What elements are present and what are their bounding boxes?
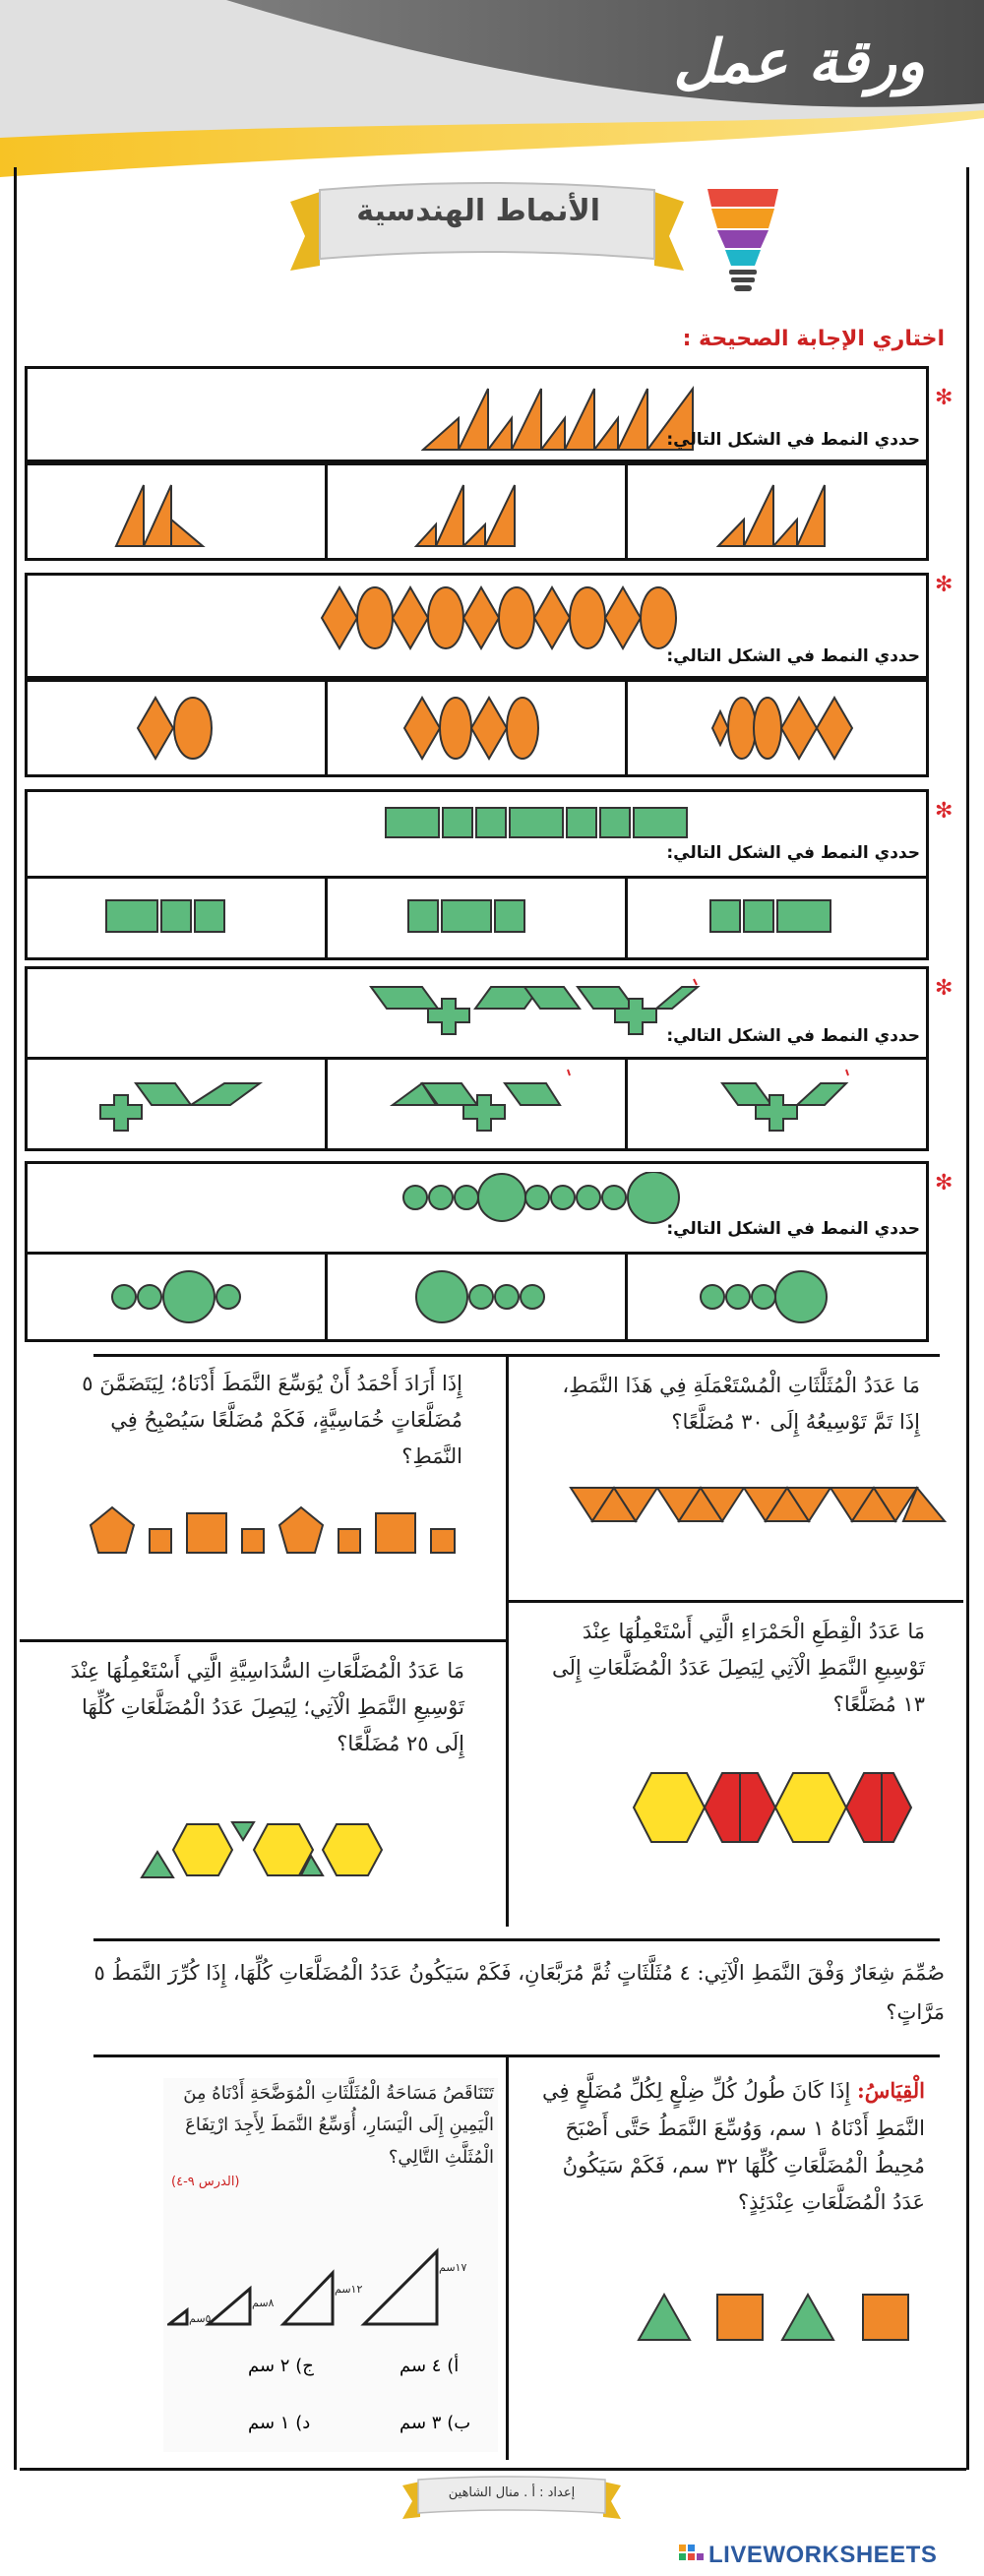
lesson-ref: (الدرس ٩-٤): [171, 2175, 240, 2189]
worksheet-title: ورقة عمل: [673, 28, 925, 96]
choice-b[interactable]: ب) ٣ سم: [400, 2413, 471, 2433]
divider: [506, 1356, 509, 1927]
question-2-pattern: [318, 583, 702, 652]
problem-measurement: [536, 2072, 925, 2222]
decreasing-triangles: [167, 2226, 462, 2334]
q1-option-c[interactable]: [625, 462, 929, 561]
question-5-pattern: [400, 1172, 695, 1227]
q5-option-b[interactable]: [325, 1252, 628, 1342]
q1-option-b[interactable]: [325, 462, 628, 561]
question-2-box: [25, 573, 929, 679]
q3-option-c[interactable]: [625, 876, 929, 960]
liveworksheets-icon: [679, 2545, 705, 2566]
star-icon: ✻: [935, 386, 953, 410]
tri-label-12: ١٢سم: [335, 2283, 363, 2296]
problem-triangles-count: مَا عَدَدُ الْمُثَلَّثَاتِ الْمُسْتَعْمَلَةِ فِي هَذَا النَّمَطِ، إِذَا تَمَّ تَوْسِيعُهُ إِلَى ٣٠ مُضَلَّعًا؟: [562, 1374, 920, 1434]
problem-hexagons: مَا عَدَدُ الْمُضَلَّعَاتِ السُّدَاسِيَّةِ الَّتِي أَسْتَعْمِلُهَا عِنْدَ تَوْسِيعِ النَّمَطِ الْآتِي؛ لِيَصِلَ عَدَدُ الْمُضَلَّعَاتِ كُلِّهَا إِلَى ٢٥ مُضَلَّعًا؟: [70, 1659, 464, 1755]
star-icon: ✻: [935, 976, 953, 1001]
author-credit: إعداد : أ . منال الشاهين: [448, 2485, 576, 2500]
q5-option-c[interactable]: [625, 1252, 929, 1342]
title-ribbon: [280, 172, 694, 280]
measure-label: الْقِيَاسُ:: [857, 2078, 925, 2103]
frame-left-line: [14, 167, 17, 2470]
triangle-strip-pattern: [569, 1484, 949, 1525]
q4-option-a[interactable]: [25, 1057, 328, 1151]
divider: [509, 1600, 963, 1603]
question-2-prompt: حددي النمط في الشكل التالي:: [666, 646, 920, 666]
triangles-problem-card: [163, 2078, 498, 2452]
q2-option-b[interactable]: [325, 679, 628, 777]
triangle-square-pattern: [635, 2291, 920, 2344]
choice-c[interactable]: ج) ٢ سم: [248, 2356, 314, 2376]
q4-option-c[interactable]: [625, 1057, 929, 1151]
tri-label-5: ٥سم: [189, 2312, 212, 2325]
q3-option-a[interactable]: [25, 876, 328, 960]
frame-right-line: [966, 167, 969, 2470]
liveworksheets-logo: [679, 2543, 937, 2568]
q4-option-b[interactable]: [325, 1057, 628, 1151]
question-5-prompt: حددي النمط في الشكل التالي:: [666, 1219, 920, 1239]
instruction-text: اختاري الإجابة الصحيحة :: [682, 327, 945, 351]
divider: [20, 2468, 966, 2471]
pentagon-square-pattern: [89, 1503, 462, 1557]
header-banner: [0, 0, 984, 187]
q5-option-a[interactable]: [25, 1252, 328, 1342]
problem-red-pieces: مَا عَدَدُ الْقِطَعِ الْحَمْرَاءِ الَّتِي أَسْتَعْمِلُهَا عِنْدَ تَوْسِيعِ النَّمَطِ الْآتِي لِيَصِلَ عَدَدُ الْمُضَلَّعَاتِ إِلَى ١٣ مُضَلَّعًا؟: [552, 1620, 925, 1716]
tri-label-8: ٨سم: [252, 2297, 275, 2309]
hexagon-triangle-pattern: [138, 1818, 413, 1881]
q1-option-a[interactable]: [25, 462, 328, 561]
problem-logo: صُمِّمَ شِعَارٌ وَفْقَ النَّمَطِ الْآتِي: ٤ مُثَلَّثَاتٍ ثُمَّ مُرَبَّعَانِ، فَكَمْ سَيَكُونُ عَدَدُ الْمُضَلَّعَاتِ كُلِّهَا، إِذَا كُرِّرَ النَّمَطُ ٥ مَرَّاتٍ؟: [93, 1961, 945, 2024]
question-1-box: [25, 366, 929, 462]
question-4-prompt: حددي النمط في الشكل التالي:: [666, 1026, 920, 1046]
problem-triangles: تَتَنَاقَصُ مَسَاحَةُ الْمُثَلَّثَاتِ الْمُوَضَّحَةِ أَدْنَاهُ مِنَ الْيَمِينِ إِلَى الْيَسَارِ، أُوَسِّعُ النَّمَطَ لِأَجِدَ ارْتِفَاعَ الْمُثَلَّثِ التَّالِي؟: [183, 2083, 494, 2168]
author-ribbon: [399, 2472, 625, 2523]
question-3-box: [25, 789, 929, 880]
tri-label-17: ١٧سم: [439, 2261, 467, 2274]
choice-a[interactable]: أ) ٤ سم: [400, 2356, 460, 2376]
question-1-prompt: حددي النمط في الشكل التالي:: [666, 430, 920, 450]
q3-option-b[interactable]: [325, 876, 628, 960]
question-3-pattern: [382, 806, 697, 841]
question-4-pattern: [367, 977, 702, 1044]
star-icon: ✻: [935, 1171, 953, 1196]
ribbon-title: الأنماط الهندسية: [356, 194, 600, 228]
question-3-prompt: حددي النمط في الشكل التالي:: [666, 843, 920, 863]
problem-pentagons: إِذَا أَرَادَ أَحْمَدُ أَنْ يُوَسِّعَ النَّمَطَ أَدْنَاهُ؛ لِيَتَضَمَّنَ ٥ مُضَلَّعَاتٍ خُمَاسِيَّةٍ، فَكَمْ مُضَلَّعًا سَيُصْبِحُ فِي النَّمَطِ؟: [82, 1372, 462, 1468]
question-1-pattern: [421, 379, 697, 454]
divider: [20, 1639, 506, 1642]
divider: [93, 1354, 940, 1357]
divider: [93, 1938, 940, 1941]
question-5-box: [25, 1161, 929, 1256]
brand-name[interactable]: LIVEWORKSHEETS: [708, 2542, 938, 2568]
star-icon: ✻: [935, 573, 953, 597]
lightbulb-icon: [704, 185, 782, 303]
divider: [93, 2055, 940, 2057]
hexagon-red-pattern: [630, 1769, 915, 1846]
q2-option-c[interactable]: [625, 679, 929, 777]
measure-text: إِذَا كَانَ طُولُ كُلِّ ضِلْعٍ لِكُلِّ مُضَلَّعٍ فِي النَّمَطِ أَدْنَاهُ ١ سم، وَوُسِّعَ النَّمَطُ حَتَّى أَصْبَحَ مُحِيطُ الْمُضَلَّعَاتِ كُلِّهَا ٣٢ سم، فَكَمْ سَيَكُونُ عَدَدُ الْمُضَلَّعَاتِ عِنْدَئِذٍ؟: [542, 2079, 925, 2215]
divider: [506, 2056, 509, 2460]
q2-option-a[interactable]: [25, 679, 328, 777]
choice-d[interactable]: د) ١ سم: [248, 2413, 311, 2433]
star-icon: ✻: [935, 799, 953, 824]
question-4-box: [25, 966, 929, 1061]
